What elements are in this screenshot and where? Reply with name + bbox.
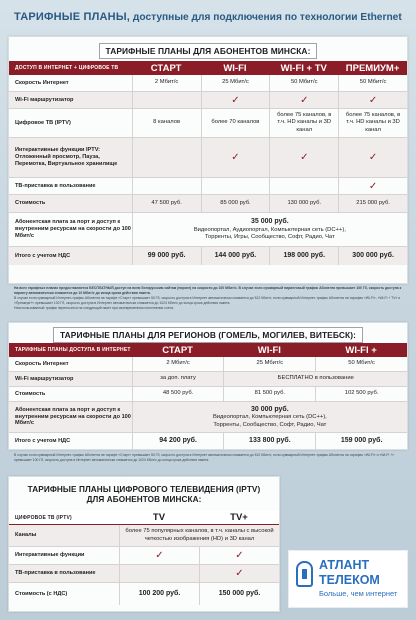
iptv-row-stb xyxy=(9,565,279,583)
logo-icon xyxy=(296,561,313,587)
check-icon: ✓ xyxy=(300,152,309,163)
check-icon: ✓ xyxy=(368,152,378,163)
check-icon: ✓ xyxy=(231,152,240,163)
minsk-header-label: ДОСТУП В ИНТЕРНЕТ + ЦИФРОВОЕ ТВ xyxy=(15,65,119,71)
regions-plan-start: СТАРТ xyxy=(162,344,193,356)
minsk-plan-premium: ПРЕМИУМ+ xyxy=(345,62,400,74)
regions-total-label: Итого с учетом НДС xyxy=(15,438,71,445)
minsk-tv-wifi: более 70 каналов xyxy=(201,109,270,137)
minsk-speed-wifi: 25 Мбит/с xyxy=(201,75,270,91)
minsk-row-wifi xyxy=(9,92,407,109)
minsk-tv-premium: более 75 каналов, в т.ч. HD каналы и 3D канал xyxy=(338,109,407,137)
iptv-plan-tv-plus: TV+ xyxy=(230,512,248,523)
regions-row-fee xyxy=(9,402,407,433)
iptv-title-wrap xyxy=(9,477,279,511)
iptv-header-label: ЦИФРОВОЕ ТВ (IPTV) xyxy=(15,514,72,521)
minsk-total-wifi: 144 000 руб. xyxy=(201,247,270,265)
regions-row-wifi xyxy=(9,372,407,387)
regions-header-row xyxy=(9,343,407,357)
check-icon: ✓ xyxy=(231,94,240,106)
minsk-stb-label: ТВ-приставка в пользование xyxy=(15,182,96,189)
minsk-tv-start: 8 каналов xyxy=(132,109,201,137)
regions-wifi-start: за доп. плату xyxy=(132,372,224,386)
minsk-notes xyxy=(14,286,404,312)
minsk-cost-wifi-tv: 130 000 руб. xyxy=(269,195,338,212)
minsk-cost-start: 47 500 руб. xyxy=(132,195,201,212)
minsk-total-premium: 300 000 руб. xyxy=(338,247,407,265)
minsk-speed-start: 2 Мбит/с xyxy=(132,75,201,91)
iptv-plans-card xyxy=(8,476,280,612)
regions-speed-start: 2 Мбит/с xyxy=(132,357,224,371)
minsk-speed-wifi-tv: 50 Мбит/с xyxy=(269,75,338,91)
regions-row-speed xyxy=(9,357,407,372)
minsk-speed-label: Скорость Интернет xyxy=(15,79,69,86)
minsk-plans-card xyxy=(8,36,408,284)
iptv-header-row xyxy=(9,511,279,525)
logo-line2: ТЕЛЕКОМ xyxy=(319,573,380,587)
minsk-interactive-label: Интерактивные функции IPTV: Отложенный просмотр, Пауза, Перемотка, Виртуальное хранилище xyxy=(15,147,118,167)
minsk-total-start: 99 000 руб. xyxy=(132,247,201,265)
regions-row-total xyxy=(9,433,407,450)
iptv-cost-label: Стоимость (с НДС) xyxy=(15,590,68,597)
regions-title: ТАРИФНЫЕ ПЛАНЫ ДЛЯ РЕГИОНОВ (ГОМЕЛЬ, МОГИЛЕВ, ВИТЕБСК): xyxy=(53,327,363,343)
regions-speed-wifi: 25 Мбит/с xyxy=(223,357,315,371)
minsk-total-wifi-tv: 198 000 руб. xyxy=(269,247,338,265)
iptv-cost-tv-plus: 150 000 руб. xyxy=(199,583,279,605)
regions-speed-wifi-plus: 50 Мбит/с xyxy=(315,357,407,371)
check-icon: ✓ xyxy=(368,94,378,106)
regions-cost-wifi: 81 500 руб. xyxy=(223,387,315,401)
iptv-plan-tv: TV xyxy=(152,512,166,523)
regions-plans-card xyxy=(8,322,408,450)
minsk-plan-start: СТАРТ xyxy=(150,62,182,74)
check-icon: ✓ xyxy=(300,94,309,106)
minsk-fee-price: 35 000 руб. xyxy=(251,218,289,226)
iptv-row-interactive xyxy=(9,547,279,565)
iptv-channels-text: более 75 популярных каналов, в т.ч. каналы с высокой четкостью изображения (HD) и 3D канал xyxy=(119,525,279,546)
minsk-row-total xyxy=(9,247,407,265)
regions-fee-price: 30 000 руб. xyxy=(251,405,289,413)
minsk-plan-wifi-tv: WI-FI + TV xyxy=(280,62,327,74)
regions-total-wifi: 133 800 руб. xyxy=(223,433,315,450)
minsk-tv-label: Цифровое ТВ (IPTV) xyxy=(15,119,71,126)
iptv-row-cost xyxy=(9,583,279,605)
regions-fee-label: Абонентская плата за порт и доступ к внутренним ресурсам на скорости до 100 Мбит/с xyxy=(15,406,131,427)
header-title-rest: доступные для подключения по технологии Ethernet xyxy=(132,12,402,23)
regions-notes xyxy=(14,453,404,463)
check-icon: ✓ xyxy=(155,550,164,561)
minsk-row-speed xyxy=(9,75,407,92)
regions-note-1: В случае если суммарный Интернет-трафик Абонента на тарифе «Старт» превышает 50 Гб, скорость доступа в Интернет автоматически снижается до 512 Кбит/с; если суммарный Интернет-трафик Абонента на тарифах «Wi-Fi» и «Wi-Fi +» превышает 100 Гб, скорость доступа в Интернет автоматически снижается до 1024 Кбит/с до конца срока действия пакета. xyxy=(14,453,395,463)
regions-wifi-rest: БЕСПЛАТНО в пользование xyxy=(223,372,407,386)
iptv-title-line2: ДЛЯ АБОНЕНТОВ МИНСКА: xyxy=(86,495,202,505)
minsk-fee-desc1: Видеопортал, Аудиопортал, Компьютерная сеть (DC++), xyxy=(193,226,346,233)
regions-cost-wifi-plus: 102 500 руб. xyxy=(315,387,407,401)
regions-wifi-label: Wi-Fi маршрутизатор xyxy=(15,375,74,382)
minsk-tv-wifi-tv: более 75 каналов, в т.ч. HD каналы и 3D канал xyxy=(269,109,338,137)
check-icon: ✓ xyxy=(235,568,244,579)
minsk-row-interactive xyxy=(9,138,407,178)
check-icon: ✓ xyxy=(368,180,378,192)
regions-plan-wifi-plus: WI-FI + xyxy=(345,344,377,356)
regions-header-label: ТАРИФНЫЕ ПЛАНЫ ДОСТУПА В ИНТЕРНЕТ xyxy=(15,347,131,353)
minsk-fee-label: Абонентская плата за порт и доступ к внутренним ресурсам на скорости до 100 Мбит/с xyxy=(15,219,131,239)
regions-total-wifi-plus: 159 000 руб. xyxy=(315,433,407,450)
regions-fee-desc2: Торренты, Сообщество, Софт, Радио, Чат xyxy=(213,421,327,428)
minsk-row-fee xyxy=(9,213,407,247)
minsk-row-tv xyxy=(9,109,407,138)
regions-row-cost xyxy=(9,387,407,402)
minsk-cost-premium: 215 000 руб. xyxy=(338,195,407,212)
regions-fee-desc1: Видеопортал, Компьютерная сеть (DC++), xyxy=(212,414,327,421)
regions-cost-start: 48 500 руб. xyxy=(132,387,224,401)
minsk-note-3: Неиспользованный трафик переносится на следующий пакет при своевременном пополнении счета. xyxy=(14,306,174,311)
iptv-cost-tv: 100 200 руб. xyxy=(119,583,199,605)
iptv-row-channels xyxy=(9,525,279,547)
minsk-row-stb xyxy=(9,178,407,195)
minsk-total-label: Итого с учетом НДС xyxy=(15,252,71,259)
minsk-title-wrap xyxy=(9,37,407,61)
minsk-plan-wifi: WI-FI xyxy=(223,62,247,74)
minsk-header-row xyxy=(9,61,407,75)
logo-line1: АТЛАНТ xyxy=(319,558,370,572)
regions-title-wrap xyxy=(9,323,407,343)
minsk-title: ТАРИФНЫЕ ПЛАНЫ ДЛЯ АБОНЕНТОВ МИНСКА: xyxy=(99,43,318,59)
regions-plan-wifi: WI-FI xyxy=(257,344,281,356)
iptv-channels-label: Каналы xyxy=(15,532,37,539)
iptv-interactive-label: Интерактивные функции xyxy=(15,552,85,559)
header-title-bold: ТАРИФНЫЕ ПЛАНЫ, xyxy=(14,11,131,23)
minsk-row-cost xyxy=(9,195,407,213)
minsk-note-2: В случае если суммарный Интернет-трафик Абонента на тарифе «Старт» превышает 50 Гб, скорость доступа в Интернет автоматически снижается до 512 Кбит/с; если суммарный Интернет-трафик Абонента на тарифах «Wi-Fi», «Wi-Fi + TV» и «Премиум+» превышает 100 Гб, скорость доступа в Интернет автоматически снижается до 1024 Кбит/с до конца срока действия пакета. xyxy=(14,296,401,306)
regions-cost-label: Стоимость xyxy=(15,390,46,397)
minsk-cost-label: Стоимость xyxy=(15,200,46,207)
iptv-title-line1: ТАРИФНЫЕ ПЛАНЫ ЦИФРОВОГО ТЕЛЕВИДЕНИЯ (IPTV) xyxy=(27,485,261,494)
regions-fee-cell xyxy=(132,402,407,432)
company-logo[interactable] xyxy=(288,550,408,608)
minsk-note-1: На всех тарифных планах предоставляется БЕСПЛАТНЫЙ доступ на всем белорусским сайтам (пиринг) на скорости до 100 Мбит/с. В случае если суммарный пиринговый трафик Абонента превышает 100 Гб, скорость доступа к пирингу автоматически снижается до 10 Мбит/с до конца срока действия пакета. xyxy=(14,286,402,296)
minsk-speed-premium: 50 Мбит/с xyxy=(338,75,407,91)
check-icon: ✓ xyxy=(235,550,244,561)
iptv-stb-label: ТВ-приставка в пользование xyxy=(15,570,96,577)
minsk-fee-cell xyxy=(132,213,407,246)
regions-speed-label: Скорость Интернет xyxy=(15,360,69,367)
minsk-fee-desc2: Торренты, Игры, Сообщество, Софт, Радио, Чат xyxy=(204,234,335,241)
regions-total-start: 94 200 руб. xyxy=(132,433,224,450)
minsk-cost-wifi: 85 000 руб. xyxy=(201,195,270,212)
page-header xyxy=(14,11,404,23)
logo-slogan: Больше, чем интернет xyxy=(319,589,398,598)
minsk-wifi-label: Wi-Fi маршрутизатор xyxy=(15,96,74,103)
